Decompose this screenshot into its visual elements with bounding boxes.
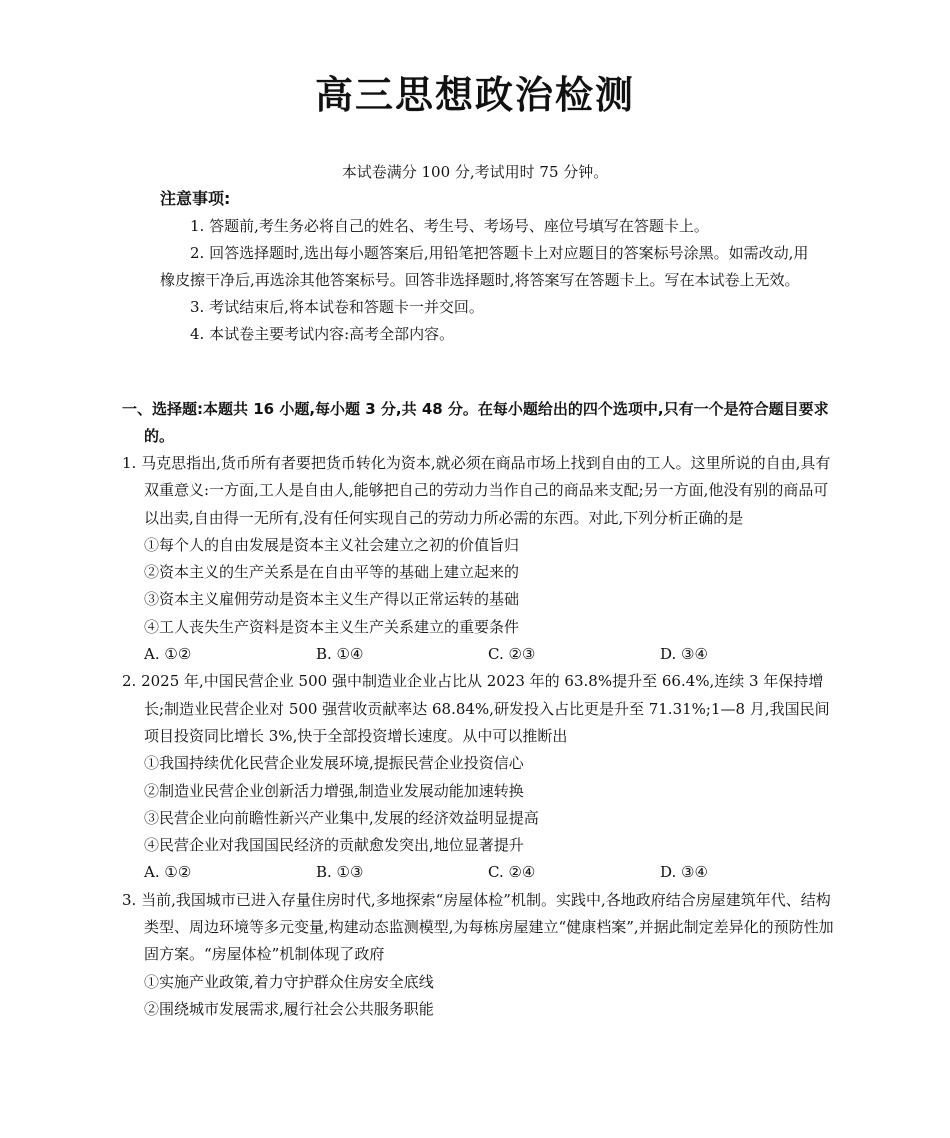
notice-item: 1. 答题前,考生务必将自己的姓名、考生号、考场号、座位号填写在答题卡上。 [190,217,709,235]
question-3 [122,887,834,1023]
exam-title: 高三思想政治检测 [314,73,635,117]
statement-option: ②围绕城市发展需求,履行社会公共服务职能 [144,999,434,1018]
question-stem: 3. 当前,我国城市已进入存量住房时代,多地探索“房屋体检”机制。实践中,各地政府结合房屋建筑年代、结构类型、周边环境等多元变量,构建动态监测模型,为每栋房屋建立“健康档案”,并据此制定差异化的预防性加固方案。“房屋体检”机制体现了政府 [122,890,834,964]
statement-option: ②资本主义的生产关系是在自由平等的基础上建立起来的 [144,563,520,582]
answer-choice: A. ①② [144,863,192,882]
exam-info: 本试卷满分 100 分,考试用时 75 分钟。 [341,163,609,181]
notice-item: 4. 本试卷主要考试内容:高考全部内容。 [190,325,455,343]
statement-option: ①每个人的自由发展是资本主义社会建立之初的价值旨归 [144,535,520,554]
statement-option: ③民营企业向前瞻性新兴产业集中,发展的经济效益明显提高 [144,808,539,827]
question-stem: 1. 马克思指出,货币所有者要把货币转化为资本,就必须在商品市场上找到自由的工人。这里所说的自由,具有双重意义:一方面,工人是自由人,能够把自己的劳动力当作自己的商品来支配;另一方面,他没有别的商品可以出卖,自由得一无所有,没有任何实现自己的劳动力所必需的东西。对此,下列分析正确的是 [122,454,831,527]
statement-option: ④民营企业对我国国民经济的贡献愈发突出,地位显著提升 [144,836,524,855]
statement-option: ②制造业民营企业创新活力增强,制造业发展动能加速转换 [144,781,524,800]
question-stem: 2. 2025 年,中国民营企业 500 强中制造业企业占比从 2023 年的 63.8%提升至 66.4%,连续 3 年保持增长;制造业民营企业对 500 强营收贡献率达 68.84%,研发投入占比更是升至 71.31%;1—8 月,我国民间项目投资同比增长 3%,快于全部投资增长速度。从中可以推断出 [122,672,830,745]
statement-option: ③资本主义雇佣劳动是资本主义生产得以正常运转的基础 [144,590,520,609]
answer-choice: B. ①③ [316,863,364,882]
answer-choice: C. ②④ [488,863,536,882]
section-heading: 一、选择题:本题共 16 小题,每小题 3 分,共 48 分。在每小题给出的四个选项中,只有一个是符合题目要求的。 [122,400,829,445]
answer-choice: B. ①④ [316,645,364,664]
answer-choice: C. ②③ [488,645,536,664]
statement-option: ①实施产业政策,着力守护群众住房安全底线 [144,972,434,991]
question-2 [122,668,834,886]
notice-heading: 注意事项: [160,189,231,208]
notice-item: 2. 回答选择题时,选出每小题答案后,用铅笔把答题卡上对应题目的答案标号涂黑。如需改动,用橡皮擦干净后,再选涂其他答案标号。回答非选择题时,将答案写在答题卡上。写在本试卷上无效。 [160,244,809,289]
notice-list [160,213,820,348]
statement-option: ④工人丧失生产资料是资本主义生产关系建立的重要条件 [144,617,520,636]
answer-choices [122,641,834,668]
notice-item: 3. 考试结束后,将本试卷和答题卡一并交回。 [190,298,484,316]
question-1 [122,450,834,668]
answer-choice: D. ③④ [660,645,708,664]
answer-choice: D. ③④ [660,863,708,882]
answer-choice: A. ①② [144,645,192,664]
question-list [122,450,834,1023]
answer-choices [122,859,834,886]
statement-option: ①我国持续优化民营企业发展环境,提振民营企业投资信心 [144,754,524,773]
